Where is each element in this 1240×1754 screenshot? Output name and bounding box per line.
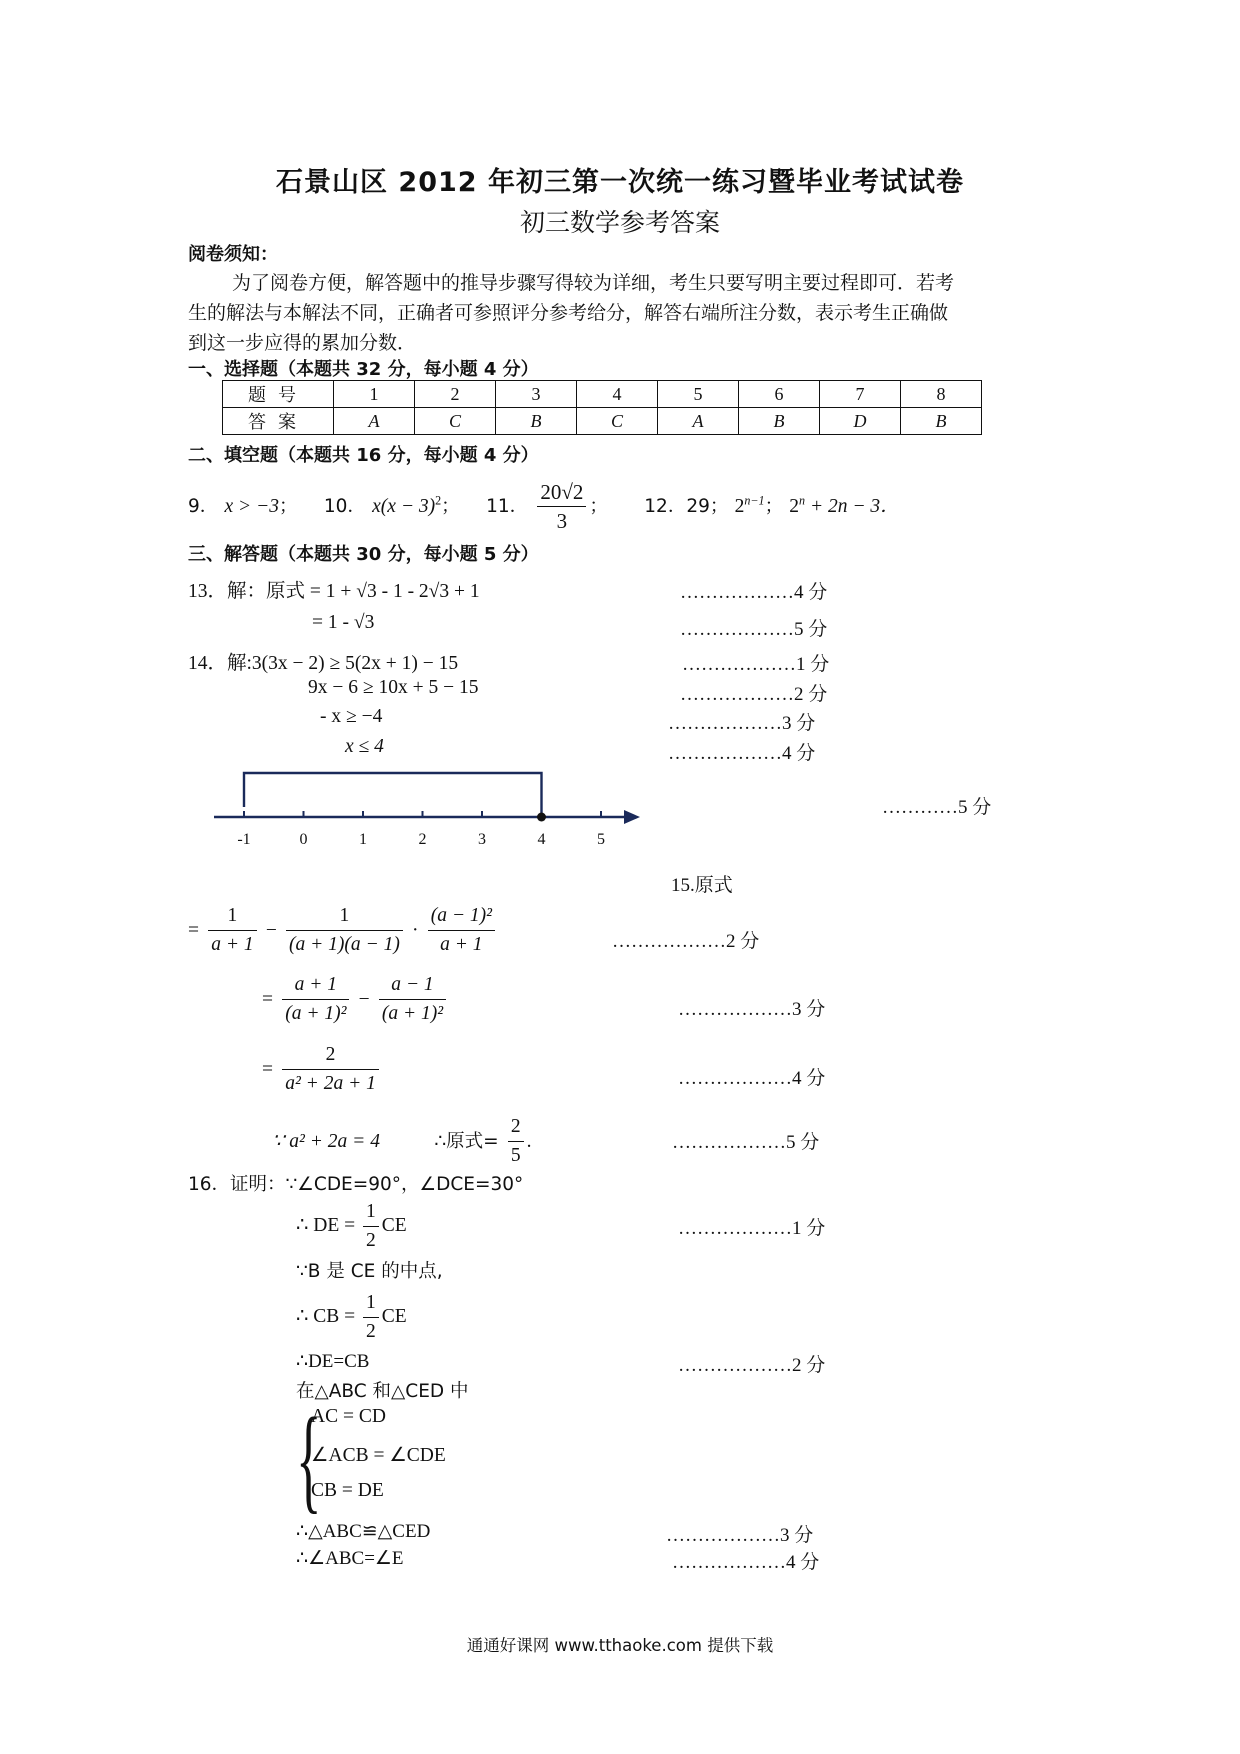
q12-term-b: 2: [734, 496, 745, 517]
minus-sign: −: [265, 920, 277, 941]
q10-exponent: 2: [435, 493, 442, 508]
fraction-denominator: (a + 1)²: [381, 1003, 444, 1024]
result-prefix: ∴原式=: [434, 1131, 499, 1152]
q16-line-8: ∴∠ABC=∠E: [296, 1548, 404, 1569]
expression-suffix: CE: [381, 1214, 407, 1236]
table-cell: C: [577, 408, 658, 435]
q15-line-2: [262, 971, 449, 1028]
table-cell: C: [415, 408, 496, 435]
multiply-dot: ·: [412, 920, 419, 941]
q14-score-4: ………………4 分: [668, 743, 816, 764]
page-footer: 通通好课网 www.tthaoke.com 提供下载: [466, 1636, 774, 1655]
table-cell: A: [334, 408, 415, 435]
fraction-denominator: 5: [510, 1145, 521, 1166]
q16-score-2: ………………2 分: [678, 1355, 826, 1376]
q16-system-1: AC = CD: [311, 1406, 386, 1427]
fraction: [508, 1113, 524, 1170]
separator: ；: [278, 496, 298, 517]
notice-label: 阅卷须知：: [188, 244, 278, 265]
fraction-numerator: 2: [508, 1113, 524, 1142]
q16-line-7: ∴△ABC≌△CED: [296, 1521, 431, 1542]
solution-region-bracket: [244, 773, 542, 817]
tick-label: 4: [537, 831, 546, 845]
table-row: [223, 408, 982, 435]
fraction: [379, 971, 446, 1028]
tick-label: 5: [597, 831, 605, 845]
q16-score-1: ………………1 分: [678, 1218, 826, 1239]
table-row: [223, 381, 982, 408]
table-cell: D: [820, 408, 901, 435]
fraction: [363, 1198, 379, 1255]
fraction-numerator: 2: [282, 1041, 379, 1070]
fraction-numerator: 1: [363, 1289, 379, 1318]
q15-score-5: ………………5 分: [672, 1132, 820, 1153]
q15-label: 15.原式: [671, 875, 733, 896]
table-header-cell: 题号: [223, 381, 334, 408]
q12-term-b-exponent: n−1: [744, 493, 765, 508]
q13-score-2: ………………5 分: [680, 619, 828, 640]
fraction: [286, 902, 403, 959]
separator: ；: [589, 496, 608, 517]
q16-line-2: [296, 1198, 407, 1255]
fraction-denominator: a + 1: [440, 934, 483, 955]
q14-score-3: ………………3 分: [668, 713, 816, 734]
q16-line-1: 16．证明：∵∠CDE=90°，∠DCE=30°: [188, 1174, 524, 1195]
section-1-heading: 一、选择题（本题共 32 分，每小题 4 分）: [188, 359, 539, 380]
q16-line-6: 在△ABC 和△CED 中: [296, 1381, 469, 1402]
page-title: 石景山区 2012 年初三第一次统一练习暨毕业考试试卷: [276, 167, 964, 198]
tick-label: 2: [418, 831, 427, 845]
fraction-denominator: a + 1: [211, 934, 254, 955]
q16-system-3: CB = DE: [311, 1480, 384, 1501]
fraction-denominator: (a + 1)(a − 1): [289, 934, 400, 955]
notice-line-2: 生的解法与本解法不同，正确者可参照评分参考给分，解答右端所注分数，表示考生正确做: [188, 302, 949, 324]
q14-line-4: x ≤ 4: [345, 736, 384, 757]
q11-fraction: [537, 478, 586, 535]
tick-label: 3: [478, 831, 486, 845]
q9-answer: x > −3: [224, 496, 279, 517]
expression-prefix: ∴ DE =: [296, 1214, 356, 1236]
notice-line-1: 为了阅卷方便，解答题中的推导步骤写得较为详细，考生只要写明主要过程即可．若考: [232, 272, 955, 294]
q13-line-1: 13．解：原式 = 1 + √3 - 1 - 2√3 + 1: [188, 581, 480, 602]
section-2-heading: 二、填空题（本题共 16 分，每小题 4 分）: [188, 445, 539, 466]
q16-system-2: ∠ACB = ∠CDE: [311, 1445, 446, 1466]
notice-line-3: 到这一步应得的累加分数．: [188, 332, 417, 354]
q16-line-5: ∴DE=CB: [296, 1351, 370, 1372]
q12-number: 12．29；: [644, 496, 729, 517]
page-subtitle: 初三数学参考答案: [519, 208, 720, 237]
table-cell: A: [658, 408, 739, 435]
fraction-numerator: a − 1: [379, 971, 446, 1000]
q13-line-2: = 1 - √3: [312, 612, 375, 633]
fill-in-answers: [188, 478, 900, 535]
table-cell: B: [496, 408, 577, 435]
table-cell: 3: [496, 381, 577, 408]
system-brace: {: [296, 1393, 322, 1524]
q15-score-3: ………………3 分: [678, 999, 826, 1020]
table-cell: B: [901, 408, 982, 435]
fraction-denominator: (a + 1)²: [285, 1003, 347, 1024]
solution-endpoint-dot: [537, 813, 546, 822]
table-cell: 1: [334, 381, 415, 408]
q14-score-1: ………………1 分: [682, 654, 830, 675]
expression-suffix: CE: [381, 1305, 407, 1327]
separator: ；: [441, 496, 460, 517]
fraction: [282, 1041, 379, 1098]
table-cell: 5: [658, 381, 739, 408]
q14-score-2: ………………2 分: [680, 684, 828, 705]
table-cell: 7: [820, 381, 901, 408]
tick-label: 0: [299, 831, 308, 845]
q16-line-4: [296, 1289, 407, 1346]
fraction-denominator: 2: [366, 1321, 376, 1342]
q15-line-4: [272, 1113, 531, 1170]
expression-prefix: ∴ CB =: [296, 1305, 356, 1327]
q14-line-3: - x ≥ −4: [320, 706, 383, 727]
equals-sign: =: [262, 1059, 273, 1080]
number-line-labels: [237, 831, 605, 845]
minus-sign: −: [358, 989, 370, 1010]
tick-label: -1: [237, 831, 251, 845]
tick-label: 1: [359, 831, 367, 845]
fraction: [363, 1289, 379, 1346]
q16-line-3: ∵B 是 CE 的中点,: [296, 1261, 443, 1282]
fraction-numerator: 1: [286, 902, 403, 931]
given-condition: ∵ a² + 2a = 4: [272, 1131, 380, 1152]
separator: ；: [764, 496, 784, 517]
table-cell: B: [739, 408, 820, 435]
number-line-figure: [200, 765, 660, 845]
answer-table: [222, 380, 982, 435]
q14-line-1: 14．解:3(3x − 2) ≥ 5(2x + 1) − 15: [188, 653, 459, 674]
fraction-numerator: (a − 1)²: [428, 902, 495, 931]
fraction-numerator: 1: [208, 902, 256, 931]
fraction: [428, 902, 495, 959]
equals-sign: =: [262, 989, 273, 1010]
q15-line-1: [188, 902, 498, 959]
q9-number: 9．: [188, 496, 219, 517]
q16-score-4: ………………4 分: [672, 1552, 820, 1573]
section-3-heading: 三、解答题（本题共 30 分，每小题 5 分）: [188, 544, 539, 565]
equals-sign: =: [188, 920, 199, 941]
q16-score-3: ………………3 分: [666, 1525, 814, 1546]
fraction-denominator: a² + 2a + 1: [285, 1073, 376, 1094]
q14-score-5: …………5 分: [882, 797, 992, 818]
fraction: [282, 971, 349, 1028]
fraction-numerator: 20√2: [537, 478, 586, 507]
q13-score-1: ………………4 分: [680, 582, 828, 603]
q12-term-c-tail: + 2n − 3．: [805, 496, 900, 517]
axis-arrowhead: [624, 810, 640, 824]
q10-number: 10．: [323, 496, 366, 517]
table-cell: 6: [739, 381, 820, 408]
fraction: [208, 902, 256, 959]
q10-answer: x(x − 3): [372, 496, 436, 517]
q12-term-c: 2: [789, 496, 800, 517]
table-cell: 4: [577, 381, 658, 408]
table-cell: 2: [415, 381, 496, 408]
period: .: [526, 1131, 532, 1152]
q12-term-c-exponent: n: [799, 493, 806, 508]
fraction-denominator: 2: [366, 1230, 376, 1251]
fraction-numerator: a + 1: [282, 971, 349, 1000]
q11-number: 11．: [486, 496, 529, 517]
q15-line-3: [262, 1041, 382, 1098]
table-header-cell: 答案: [223, 408, 334, 435]
fraction-numerator: 1: [363, 1198, 379, 1227]
fraction-denominator: 3: [556, 509, 568, 533]
q15-score-2: ………………2 分: [612, 931, 760, 952]
q15-score-4: ………………4 分: [678, 1068, 826, 1089]
q14-line-2: 9x − 6 ≥ 10x + 5 − 15: [308, 677, 479, 698]
table-cell: 8: [901, 381, 982, 408]
